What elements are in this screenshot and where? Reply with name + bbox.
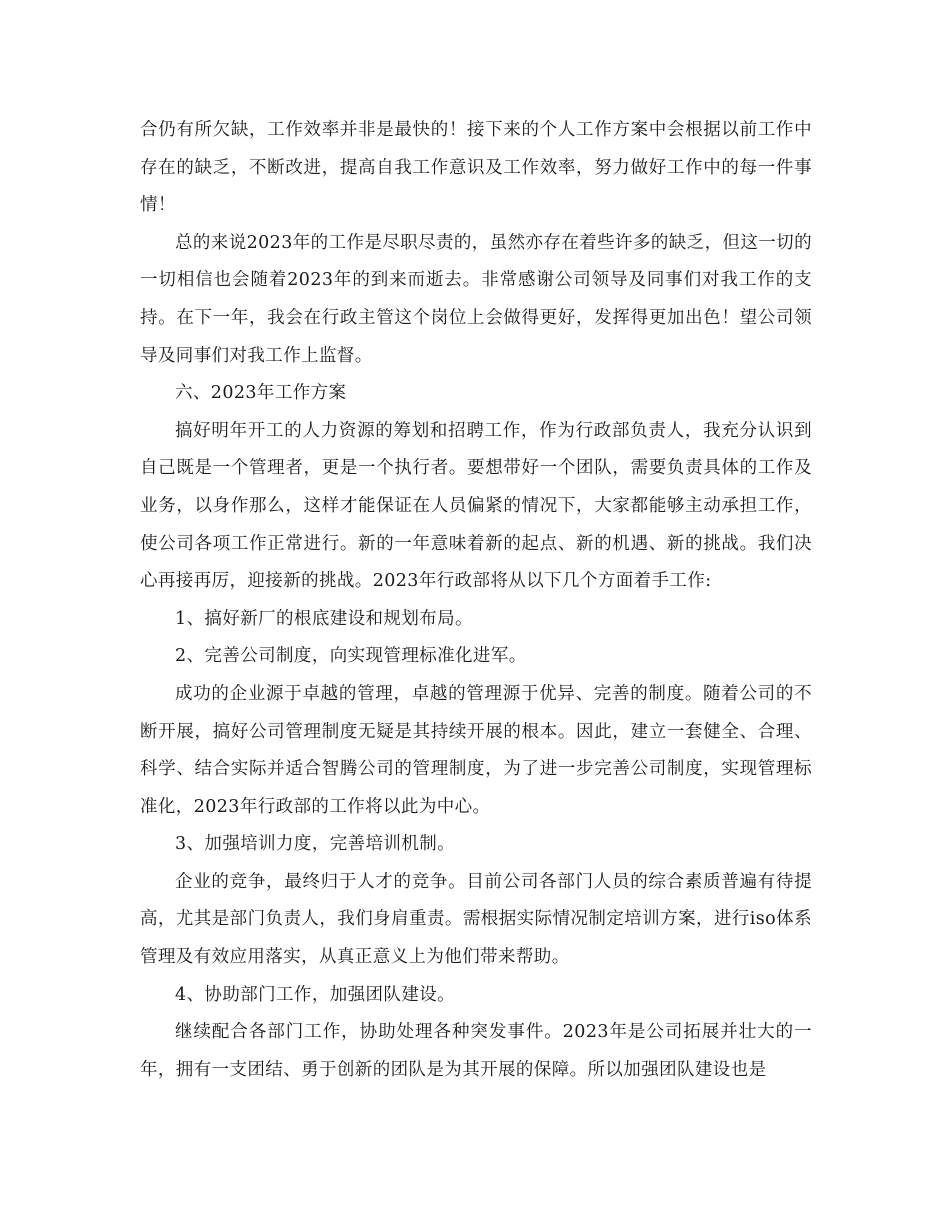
paragraph-management: 成功的企业源于卓越的管理，卓越的管理源于优异、完善的制度。随着公司的不断开展，搞好公司管理制度无疑是其持续开展的根本。因此，建立一套健全、合理、科学、结合实际并适合智腾公司的管理制度，为了进一步完善公司制度，实现管理标准化，2023年行政部的工作将以此为中心。 (140, 683, 812, 817)
paragraph-training: 企业的竞争，最终归于人才的竞争。目前公司各部门人员的综合素质普遍有待提高，尤其是部门负责人，我们身肩重责。需根据实际情况制定培训方案，进行iso体系管理及有效应用落实，从真正意义上为他们带来帮助。 (140, 871, 812, 968)
section-heading-work-plan: 六、2023年工作方案 (175, 383, 347, 404)
paragraph-hr-planning: 搞好明年开工的人力资源的筹划和招聘工作，作为行政部负责人，我充分认识到自己既是一个管理者，更是一个执行者。要想带好一个团队，需要负责具体的工作及业务，以身作那么，这样才能保证在人员偏紧的情况下，大家都能够主动承担工作，使公司各项工作正常进行。新的一年意味着新的起点、新的机遇、新的挑战。我们决心再接再厉，迎接新的挑战。2023年行政部将从以下几个方面着手工作: (140, 420, 812, 592)
document-body (140, 112, 812, 1089)
paragraph-continuation: 合仍有所欠缺，工作效率并非是最快的！接下来的个人工作方案中会根据以前工作中存在的缺乏，不断改进，提高自我工作意识及工作效率，努力做好工作中的每一件事情！ (140, 120, 812, 216)
list-item-3: 3、加强培训力度，完善培训机制。 (175, 834, 456, 855)
list-item-2: 2、完善公司制度，向实现管理标准化进军。 (175, 646, 527, 667)
list-item-1: 1、搞好新厂的根底建设和规划布局。 (175, 608, 473, 629)
paragraph-summary: 总的来说2023年的工作是尽职尽责的，虽然亦存在着些许多的缺乏，但这一切的一切相信也会随着2023年的到来而逝去。非常感谢公司领导及同事们对我工作的支持。在下一年，我会在行政主管这个岗位上会做得更好，发挥得更加出色！望公司领导及同事们对我工作上监督。 (140, 232, 812, 366)
paragraph-team-building: 继续配合各部门工作，协助处理各种突发事件。2023年是公司拓展并壮大的一年，拥有一支团结、勇于创新的团队是为其开展的保障。所以加强团队建设也是 (140, 1022, 812, 1080)
list-item-4: 4、协助部门工作，加强团队建设。 (175, 984, 456, 1005)
